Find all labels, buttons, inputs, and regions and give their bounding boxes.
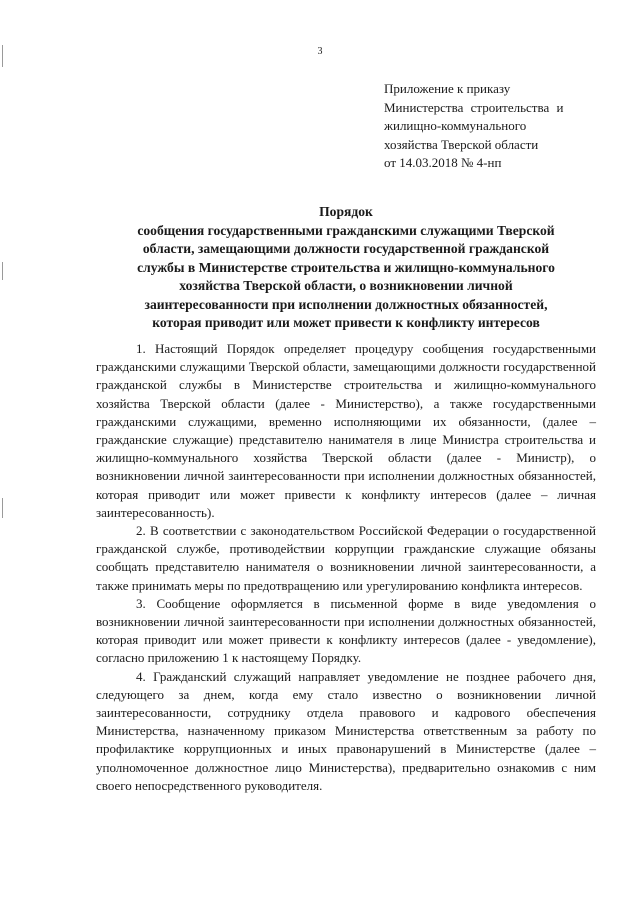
title-line: заинтересованности при исполнении должностных обязанностей,	[144, 296, 548, 312]
title-heading: Порядок	[319, 204, 373, 219]
paragraph-2: 2. В соответствии с законодательством Российской Федерации о государственной гражданской службе, противодействии коррупции гражданские служащие обязаны сообщать представителю нанимателя о возникновении личной заинтересованности, а также принимать меры по предотвращению или урегулированию конфликта интересов.	[96, 523, 596, 593]
paragraph-3: 3. Сообщение оформляется в письменной форме в виде уведомления о возникновении личной заинтересованности при исполнении должностных обязанностей, которая приводит или может привести к конфликту интересов (далее - уведомление), согласно приложению 1 к настоящему Порядку.	[96, 595, 596, 666]
scan-mark	[2, 262, 3, 280]
title-line: хозяйства Тверской области, о возникновении личной	[179, 278, 513, 293]
scan-mark	[2, 45, 3, 67]
annex-line: хозяйства Тверской области	[384, 136, 539, 152]
scan-mark	[2, 498, 3, 518]
annex-line: Министерства строительства и	[384, 99, 564, 115]
title-line: которая приводит или может привести к конфликту интересов	[152, 315, 540, 330]
annex-line: Приложение к приказу	[384, 81, 511, 96]
annex-line: от 14.03.2018 № 4-нп	[384, 155, 502, 170]
paragraph-4: 4. Гражданский служащий направляет уведомление не позднее рабочего дня, следующего за днем, когда ему стало известно о возникновении личной заинтересованности, сотруднику отдела правового и кадрового обеспечения Министерства, назначенному приказом Министерства ответственным за работу по профилактике коррупционных и иных правонарушений в Министерстве (далее – уполномоченное должностное лицо Министерства), предварительно ознакомив с ним своего непосредственного руководителя.	[96, 668, 596, 793]
paragraph-1: 1. Настоящий Порядок определяет процедуру сообщения государственными гражданскими служащими Тверской области, замещающими должности государственной гражданской службы в Министерстве строительства и жилищно-коммунального хозяйства Тверской области (далее - Министерство), а также государственными гражданскими служащими, временно исполняющими их обязанности, (далее – гражданские служащие) представителю нанимателя в лице Министра строительства и жилищно-коммунального хозяйства Тверской области (далее - Министр), о возникновении личной заинтересованности при исполнении должностных обязанностей, которая приводит или может привести к конфликту интересов (далее – личная заинтересованность).	[96, 341, 596, 520]
title-line: сообщения государственными гражданскими служащими Тверской	[137, 222, 555, 238]
title-line: области, замещающими должности государственной гражданской	[142, 241, 550, 256]
document-title	[96, 203, 596, 333]
annex-line: жилищно-коммунального	[384, 118, 527, 133]
annex-header	[384, 80, 604, 173]
page-number: 3	[317, 46, 323, 57]
title-line: службы в Министерстве строительства и жилищно-коммунального	[137, 259, 555, 275]
document-body	[96, 340, 596, 795]
